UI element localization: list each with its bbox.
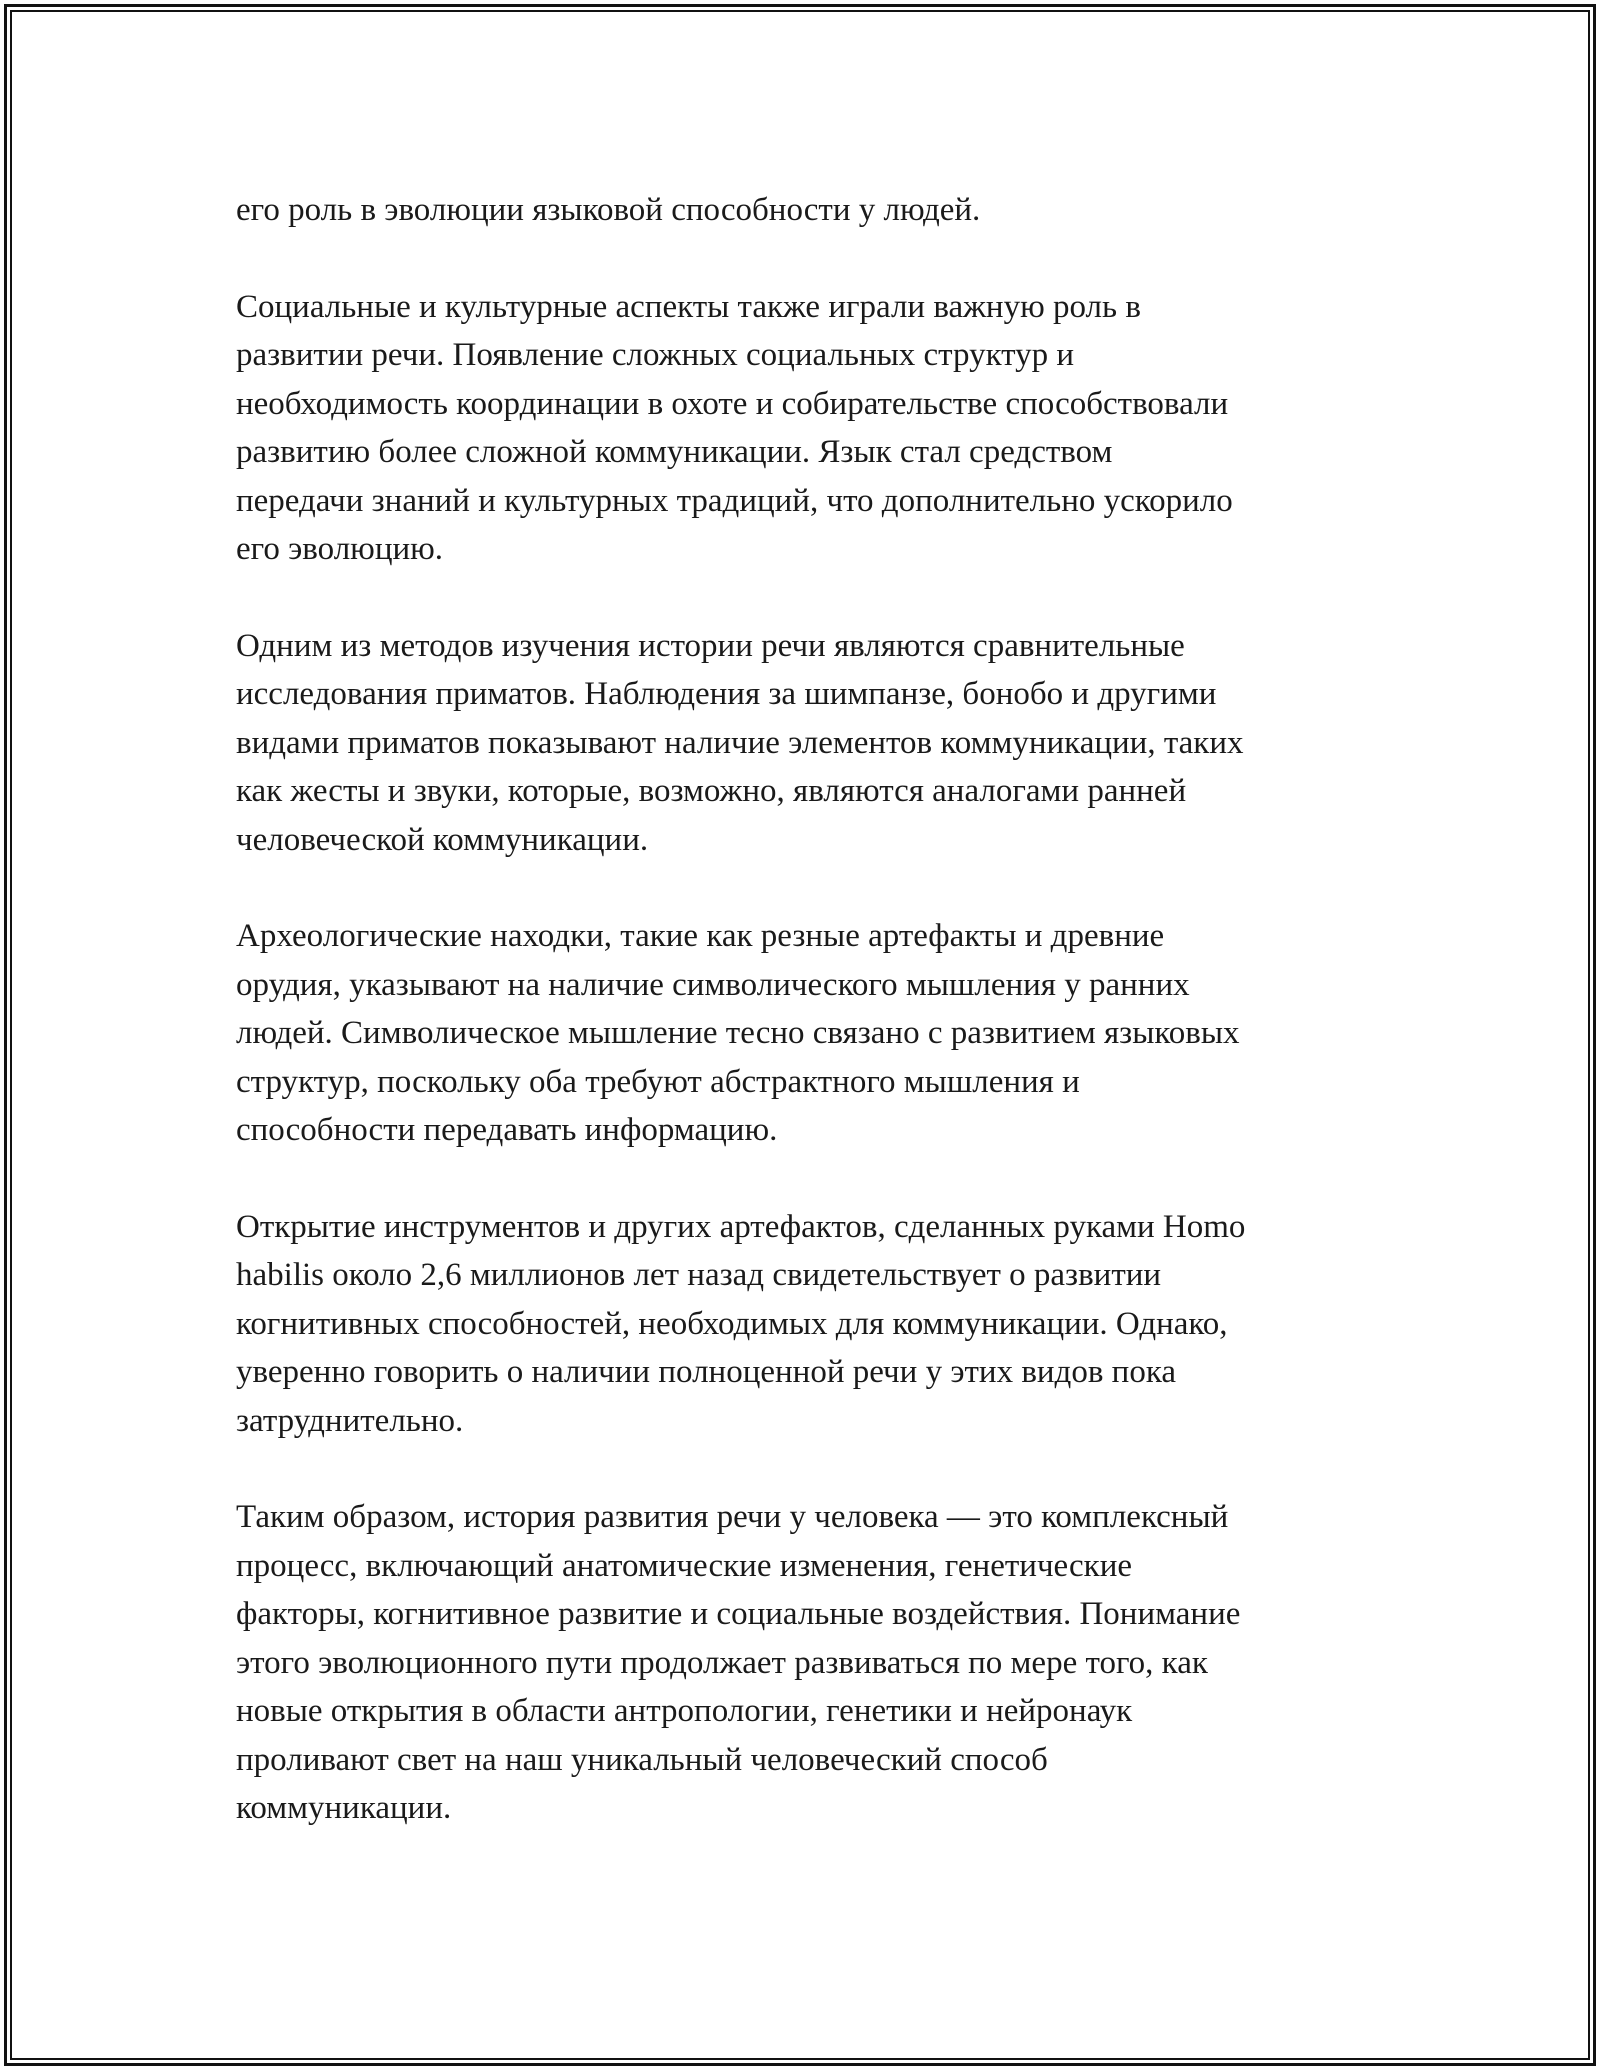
paragraph-line: орудия, указывают на наличие символического мышления у ранних — [236, 966, 1190, 1003]
paragraph-line: уверенно говорить о наличии полноценной речи у этих видов пока — [236, 1354, 1177, 1390]
paragraph-line: новые открытия в области антропологии, генетики и нейронаук — [236, 1693, 1133, 1729]
paragraph-line: передачи знаний и культурных традиций, что дополнительно ускорило — [236, 482, 1233, 519]
paragraph-line: способности передавать информацию. — [236, 1112, 778, 1148]
paragraph-5 — [236, 1203, 1366, 1446]
paragraph-line: когнитивных способностей, необходимых для коммуникации. Однако, — [236, 1305, 1228, 1342]
paragraph-line: развитии речи. Появление сложных социальных структур и — [236, 337, 1075, 373]
paragraph-line: его эволюцию. — [236, 531, 444, 567]
paragraph-3 — [236, 622, 1366, 865]
paragraph-line: коммуникации. — [236, 1790, 452, 1826]
paragraph-line: видами приматов показывают наличие элементов коммуникации, таких — [236, 724, 1244, 761]
paragraph-4 — [236, 912, 1366, 1155]
paragraph-line: Одним из методов изучения истории речи являются сравнительные — [236, 627, 1185, 664]
paragraph-line: Открытие инструментов и других артефактов, сделанных руками Homo — [236, 1208, 1246, 1245]
paragraph-line: затруднительно. — [236, 1402, 464, 1439]
paragraph-1 — [236, 186, 1366, 235]
paragraph-2 — [236, 283, 1366, 574]
paragraph-line: Археологические находки, такие как резные артефакты и древние — [236, 918, 1165, 954]
paragraph-line: людей. Символическое мышление тесно связано с развитием языковых — [236, 1015, 1240, 1051]
paragraph-line: процесс, включающий анатомические изменения, генетические — [236, 1547, 1132, 1584]
paragraph-line: Таким образом, история развития речи у человека — это комплексный — [236, 1499, 1229, 1535]
paragraph-line: habilis около 2,6 миллионов лет назад свидетельствует о развитии — [236, 1257, 1162, 1293]
paragraph-line: этого эволюционного пути продолжает развиваться по мере того, как — [236, 1644, 1208, 1681]
paragraph-line: его роль в эволюции языковой способности у людей. — [236, 192, 981, 228]
paragraph-line: необходимость координации в охоте и собирательстве способствовали — [236, 385, 1229, 422]
paragraph-line: факторы, когнитивное развитие и социальные воздействия. Понимание — [236, 1596, 1241, 1632]
paragraph-line: развитию более сложной коммуникации. Язык стал средством — [236, 434, 1113, 470]
paragraph-line: структур, поскольку оба требуют абстрактного мышления и — [236, 1063, 1080, 1100]
paragraph-6 — [236, 1493, 1366, 1833]
document-body — [236, 186, 1366, 1833]
paragraph-line: исследования приматов. Наблюдения за шимпанзе, бонобо и другими — [236, 676, 1217, 712]
paragraph-line: Социальные и культурные аспекты также играли важную роль в — [236, 288, 1141, 325]
paragraph-line: проливают свет на наш уникальный человеческий способ — [236, 1741, 1048, 1778]
paragraph-line: как жесты и звуки, которые, возможно, являются аналогами ранней — [236, 773, 1187, 809]
paragraph-line: человеческой коммуникации. — [236, 821, 649, 858]
